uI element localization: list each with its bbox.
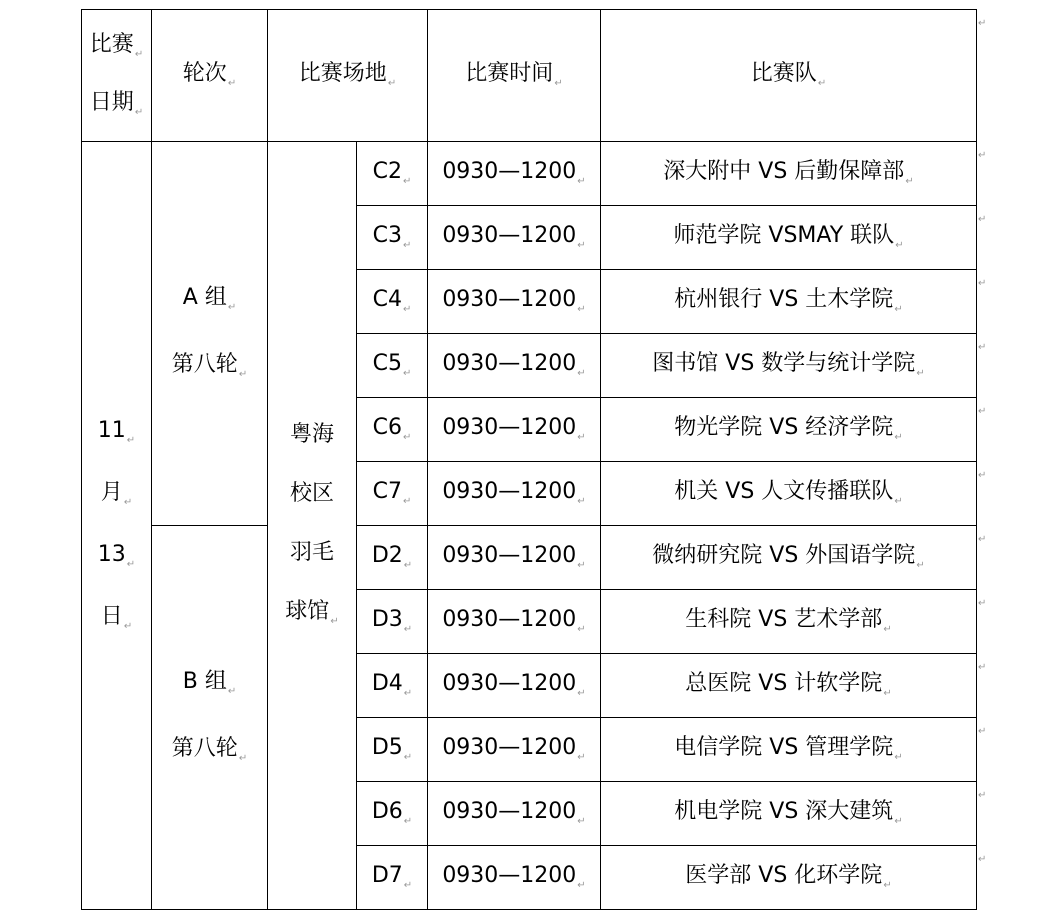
paragraph-mark-icon: ↵: [916, 367, 925, 379]
time-cell: [428, 526, 601, 590]
header-round-label: 轮次: [182, 60, 227, 86]
paragraph-mark-icon: ↵: [238, 369, 248, 380]
date-line: 11: [97, 417, 126, 443]
header-date-line: 日期: [89, 89, 134, 115]
venue-line: 羽毛: [289, 540, 334, 565]
time-label: 0930—1200: [442, 222, 577, 248]
paragraph-mark-icon: ↵: [402, 431, 412, 443]
time-label: 0930—1200: [442, 670, 577, 696]
paragraph-mark-icon: ↵: [883, 687, 892, 699]
paragraph-mark-icon: ↵: [577, 239, 586, 251]
paragraph-mark-icon: ↵: [894, 751, 903, 763]
teams-label: 师范学院 VSMAY 联队: [673, 222, 895, 248]
paragraph-mark-icon: ↵: [402, 303, 412, 315]
paragraph-mark-icon: ↵: [227, 302, 237, 313]
teams-cell: [601, 718, 977, 782]
row-end-mark-icon: ↵: [978, 726, 987, 737]
header-time: [428, 10, 601, 142]
date-line: 月: [100, 479, 123, 505]
teams-label: 微纳研究院 VS 外国语学院: [652, 542, 916, 568]
court-label: C2: [372, 158, 402, 184]
court-cell: [357, 782, 428, 846]
paragraph-mark-icon: ↵: [123, 620, 133, 632]
court-label: D6: [371, 798, 403, 824]
time-cell: [428, 782, 601, 846]
paragraph-mark-icon: ↵: [577, 879, 586, 891]
time-cell: [428, 398, 601, 462]
row-end-mark-icon: ↵: [978, 470, 987, 481]
row-end-mark-icon: ↵: [978, 214, 987, 225]
paragraph-mark-icon: ↵: [554, 77, 563, 89]
paragraph-mark-icon: ↵: [894, 815, 903, 827]
time-label: 0930—1200: [442, 542, 577, 568]
teams-cell: [601, 654, 977, 718]
row-end-mark-icon: ↵: [978, 662, 987, 673]
paragraph-mark-icon: ↵: [577, 431, 586, 443]
venue-cell: [268, 142, 357, 910]
teams-label: 图书馆 VS 数学与统计学院: [652, 350, 916, 376]
group-cell-b: [152, 526, 268, 910]
header-date-line: 比赛: [89, 31, 134, 57]
paragraph-mark-icon: ↵: [577, 495, 586, 507]
time-label: 0930—1200: [442, 158, 577, 184]
court-label: D5: [371, 734, 403, 760]
teams-cell: [601, 270, 977, 334]
paragraph-mark-icon: ↵: [403, 687, 413, 699]
time-cell: [428, 654, 601, 718]
time-label: 0930—1200: [442, 350, 577, 376]
teams-label: 机关 VS 人文传播联队: [674, 478, 894, 504]
paragraph-mark-icon: ↵: [126, 434, 136, 446]
time-cell: [428, 846, 601, 910]
teams-cell: [601, 334, 977, 398]
paragraph-mark-icon: ↵: [916, 559, 925, 571]
time-label: 0930—1200: [442, 606, 577, 632]
venue-line: 粤海: [289, 422, 334, 447]
court-label: D7: [371, 862, 403, 888]
court-cell: [357, 398, 428, 462]
row-end-mark-icon: ↵: [978, 278, 987, 289]
court-label: C6: [372, 414, 402, 440]
venue-line: 校区: [289, 481, 334, 506]
time-label: 0930—1200: [442, 414, 577, 440]
time-cell: [428, 334, 601, 398]
teams-cell: [601, 526, 977, 590]
paragraph-mark-icon: ↵: [883, 879, 892, 891]
paragraph-mark-icon: ↵: [577, 303, 586, 315]
teams-label: 电信学院 VS 管理学院: [674, 734, 894, 760]
teams-cell: [601, 398, 977, 462]
court-label: D4: [371, 670, 403, 696]
paragraph-mark-icon: ↵: [403, 559, 413, 571]
group-line: B 组: [182, 669, 227, 694]
paragraph-mark-icon: ↵: [577, 815, 586, 827]
group-line: A 组: [182, 285, 227, 310]
header-venue-label: 比赛场地: [298, 60, 387, 86]
header-row: [82, 10, 977, 142]
paragraph-mark-icon: ↵: [577, 367, 586, 379]
teams-cell: [601, 142, 977, 206]
match-row: [82, 526, 977, 590]
paragraph-mark-icon: ↵: [134, 106, 144, 118]
paragraph-mark-icon: ↵: [387, 77, 397, 89]
row-end-mark-icon: ↵: [978, 790, 987, 801]
group-line: 第八轮: [171, 736, 238, 761]
paragraph-mark-icon: ↵: [402, 239, 412, 251]
time-label: 0930—1200: [442, 286, 577, 312]
paragraph-mark-icon: ↵: [577, 559, 586, 571]
header-time-label: 比赛时间: [465, 60, 554, 86]
paragraph-mark-icon: ↵: [577, 623, 586, 635]
row-end-mark-icon: ↵: [978, 534, 987, 545]
paragraph-mark-icon: ↵: [403, 815, 413, 827]
time-cell: [428, 270, 601, 334]
paragraph-mark-icon: ↵: [238, 753, 248, 764]
paragraph-mark-icon: ↵: [905, 175, 914, 187]
paragraph-mark-icon: ↵: [402, 367, 412, 379]
teams-label: 总医院 VS 计软学院: [685, 670, 883, 696]
teams-cell: [601, 846, 977, 910]
row-end-mark-icon: ↵: [978, 406, 987, 417]
paragraph-mark-icon: ↵: [227, 77, 237, 89]
row-end-mark-icon: ↵: [978, 150, 987, 161]
court-cell: [357, 846, 428, 910]
paragraph-mark-icon: ↵: [402, 175, 412, 187]
time-cell: [428, 462, 601, 526]
header-teams: [601, 10, 977, 142]
court-cell: [357, 334, 428, 398]
court-label: C3: [372, 222, 402, 248]
paragraph-mark-icon: ↵: [134, 48, 144, 60]
court-label: C5: [372, 350, 402, 376]
time-cell: [428, 718, 601, 782]
row-end-mark-icon: ↵: [978, 598, 987, 609]
header-venue: [268, 10, 428, 142]
court-cell: [357, 462, 428, 526]
paragraph-mark-icon: ↵: [330, 616, 339, 627]
paragraph-mark-icon: ↵: [403, 879, 413, 891]
time-label: 0930—1200: [442, 478, 577, 504]
court-cell: [357, 654, 428, 718]
paragraph-mark-icon: ↵: [227, 686, 237, 697]
time-cell: [428, 206, 601, 270]
court-cell: [357, 206, 428, 270]
date-line: 日: [100, 603, 123, 629]
paragraph-mark-icon: ↵: [123, 496, 133, 508]
time-label: 0930—1200: [442, 798, 577, 824]
paragraph-mark-icon: ↵: [894, 431, 903, 443]
teams-label: 杭州银行 VS 土木学院: [674, 286, 894, 312]
match-row: [82, 142, 977, 206]
row-end-mark-icon: ↵: [978, 18, 987, 29]
paragraph-mark-icon: ↵: [403, 623, 413, 635]
paragraph-mark-icon: ↵: [402, 495, 412, 507]
time-label: 0930—1200: [442, 734, 577, 760]
teams-cell: [601, 462, 977, 526]
date-cell: [82, 142, 152, 910]
court-cell: [357, 590, 428, 654]
paragraph-mark-icon: ↵: [577, 751, 586, 763]
court-cell: [357, 142, 428, 206]
paragraph-mark-icon: ↵: [403, 751, 413, 763]
paragraph-mark-icon: ↵: [894, 303, 903, 315]
group-cell-a: [152, 142, 268, 526]
court-label: D3: [371, 606, 403, 632]
teams-cell: [601, 590, 977, 654]
time-cell: [428, 142, 601, 206]
row-end-mark-icon: ↵: [978, 854, 987, 865]
header-teams-label: 比赛队: [750, 60, 817, 86]
teams-cell: [601, 782, 977, 846]
venue-line: 球馆: [285, 599, 330, 624]
row-end-mark-icon: ↵: [978, 342, 987, 353]
teams-label: 生科院 VS 艺术学部: [685, 606, 883, 632]
paragraph-mark-icon: ↵: [577, 175, 586, 187]
court-label: C4: [372, 286, 402, 312]
paragraph-mark-icon: ↵: [895, 239, 904, 251]
court-cell: [357, 718, 428, 782]
teams-label: 机电学院 VS 深大建筑: [674, 798, 894, 824]
time-cell: [428, 590, 601, 654]
court-label: D2: [371, 542, 403, 568]
header-round: [152, 10, 268, 142]
court-label: C7: [372, 478, 402, 504]
court-cell: [357, 526, 428, 590]
paragraph-mark-icon: ↵: [817, 77, 827, 89]
paragraph-mark-icon: ↵: [883, 623, 892, 635]
header-date: [82, 10, 152, 142]
schedule-table: [81, 9, 977, 910]
teams-label: 物光学院 VS 经济学院: [674, 414, 894, 440]
group-line: 第八轮: [171, 352, 238, 377]
time-label: 0930—1200: [442, 862, 577, 888]
teams-label: 深大附中 VS 后勤保障部: [663, 158, 905, 184]
teams-label: 医学部 VS 化环学院: [685, 862, 883, 888]
date-line: 13: [97, 541, 126, 567]
paragraph-mark-icon: ↵: [126, 558, 136, 570]
paragraph-mark-icon: ↵: [577, 687, 586, 699]
paragraph-mark-icon: ↵: [894, 495, 903, 507]
court-cell: [357, 270, 428, 334]
teams-cell: [601, 206, 977, 270]
